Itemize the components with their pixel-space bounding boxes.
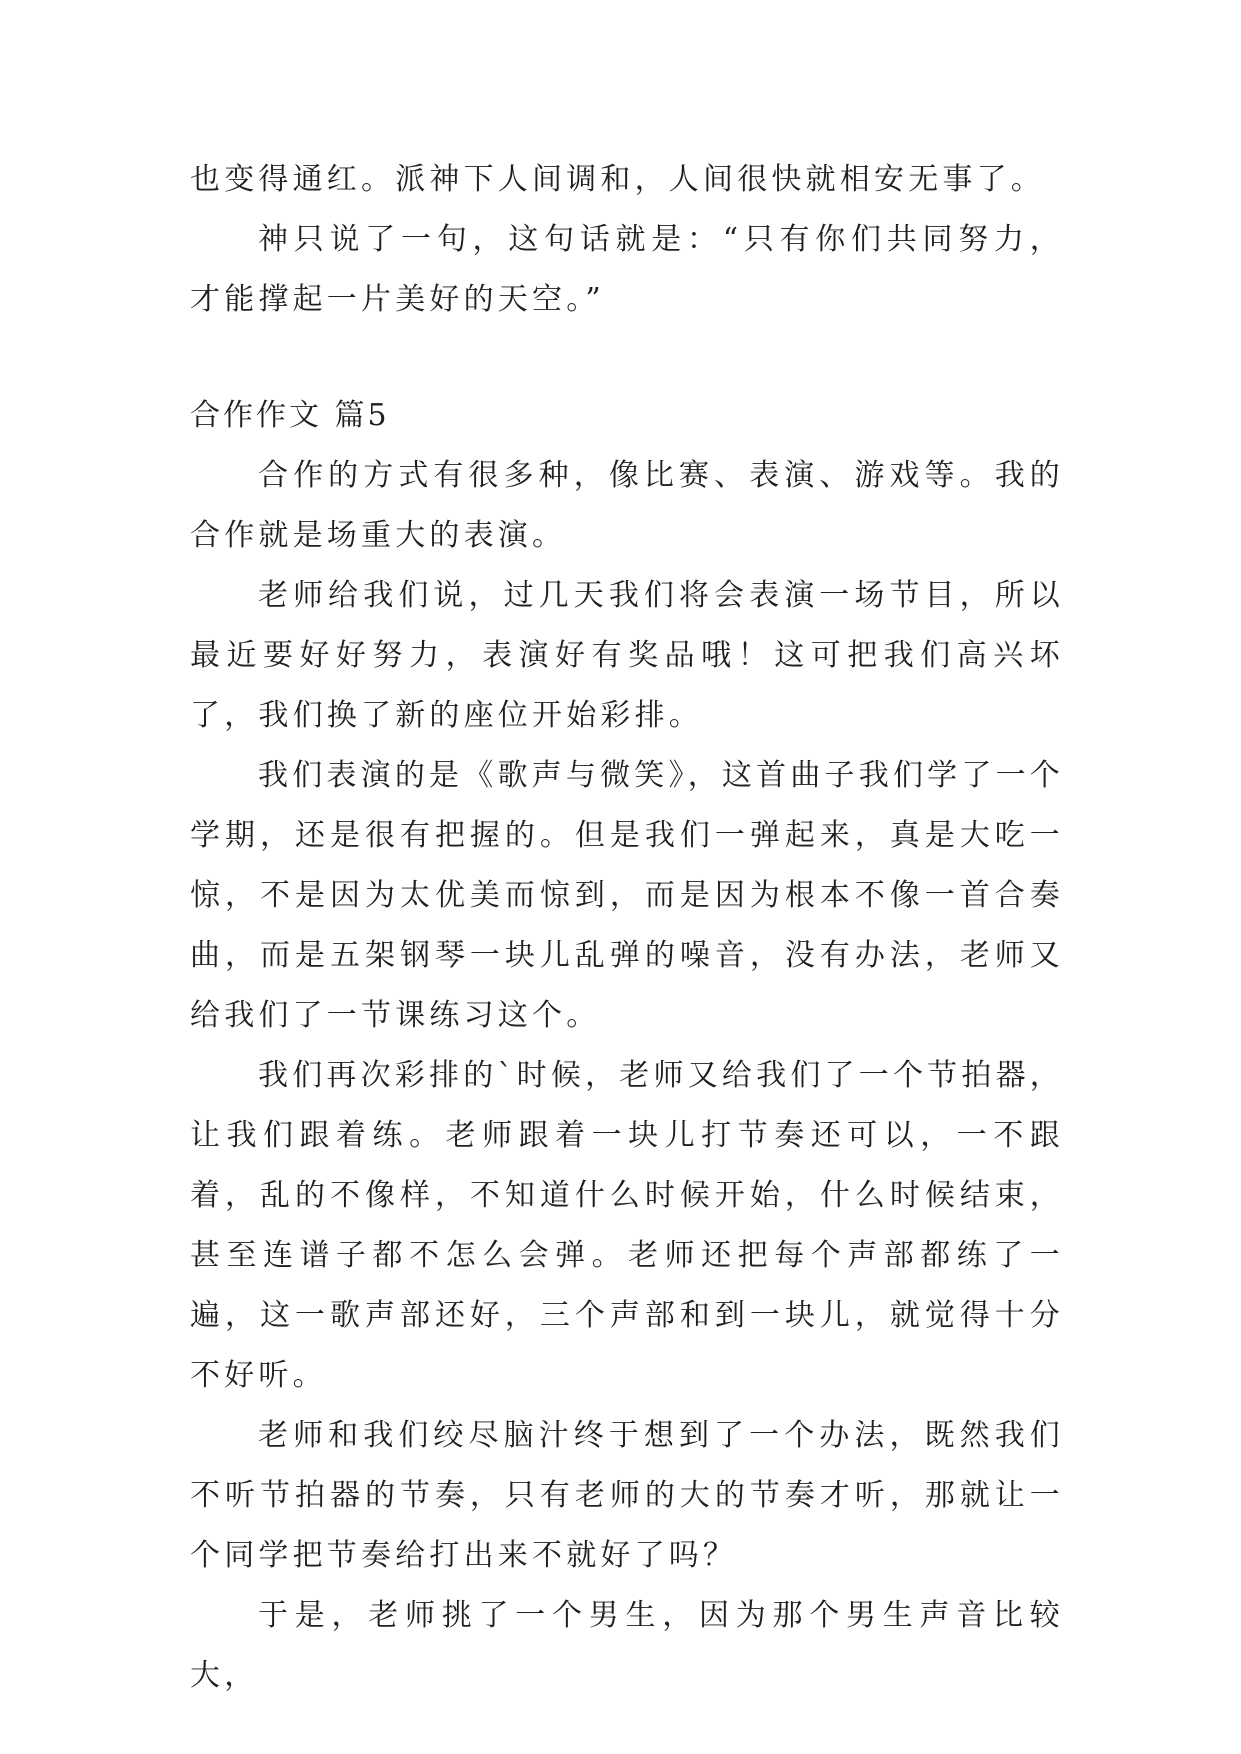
paragraph: 合作的方式有很多种，像比赛、表演、游戏等。我的合作就是场重大的表演。 xyxy=(190,458,1064,553)
paragraph: 我们表演的是《歌声与微笑》，这首曲子我们学了一个学期，还是很有把握的。但是我们一弹起来，真是大吃一惊，不是因为太优美而惊到，而是因为根本不像一首合奏曲，而是五架钢琴一块儿乱弹的噪音，没有办法，老师又给我们了一节课练习这个。 xyxy=(190,758,1064,1033)
paragraph: 老师给我们说，过几天我们将会表演一场节目，所以最近要好好努力，表演好有奖品哦！这可把我们高兴坏了，我们换了新的座位开始彩排。 xyxy=(190,578,1064,733)
paragraph: 于是，老师挑了一个男生，因为那个男生声音比较大， xyxy=(190,1598,1064,1693)
paragraph-continuation: 也变得通红。派神下人间调和，人间很快就相安无事了。 xyxy=(190,162,1045,197)
paragraph: 我们再次彩排的`时候，老师又给我们了一个节拍器，让我们跟着练。老师跟着一块儿打节奏还可以，一不跟着，乱的不像样，不知道什么时候开始，什么时候结束，甚至连谱子都不怎么会弹。老师还把每个声部都练了一遍，这一歌声部还好，三个声部和到一块儿，就觉得十分不好听。 xyxy=(190,1058,1064,1393)
section-heading: 合作作文 篇5 xyxy=(190,398,390,433)
document-body xyxy=(190,150,1064,1706)
paragraph-god-quote: 神只说了一句，这句话就是：“只有你们共同努力，才能撑起一片美好的天空。” xyxy=(190,222,1064,317)
paragraph: 老师和我们绞尽脑汁终于想到了一个办法，既然我们不听节拍器的节奏，只有老师的大的节奏才听，那就让一个同学把节奏给打出来不就好了吗？ xyxy=(190,1418,1064,1573)
